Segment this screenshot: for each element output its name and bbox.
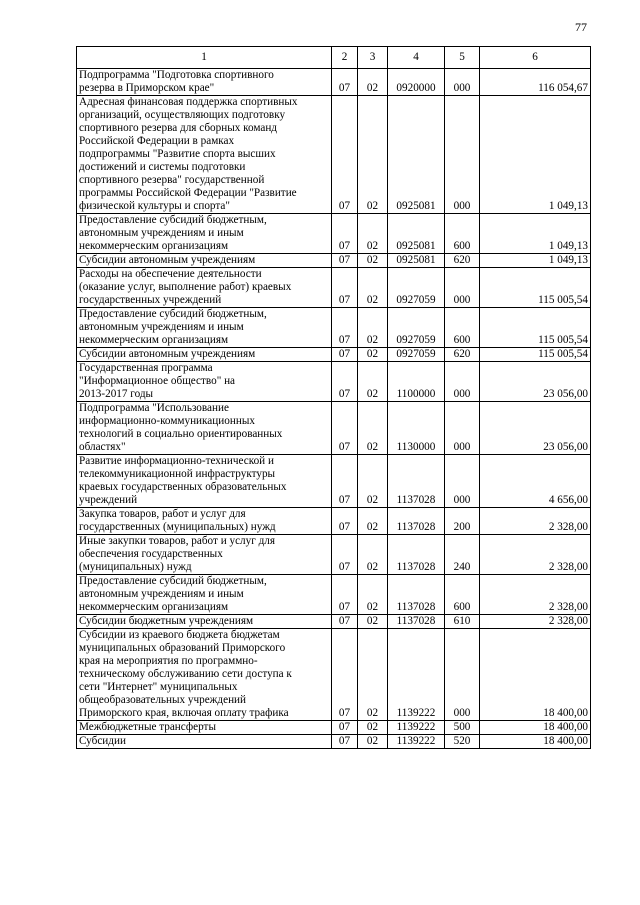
row-name-line: Расходы на обеспечение деятельности	[79, 268, 262, 280]
target-item-code-cell: 0925081	[388, 96, 445, 214]
section-code-cell: 07	[332, 615, 358, 629]
table-row	[77, 615, 591, 629]
subsection-code-cell: 02	[358, 735, 388, 749]
section-code-cell: 07	[332, 254, 358, 268]
row-name-line: Субсидии	[79, 735, 126, 747]
expense-type-code-cell: 610	[445, 615, 480, 629]
table-row	[77, 455, 591, 508]
target-item-code-cell: 1137028	[388, 615, 445, 629]
expense-type-code-cell: 620	[445, 254, 480, 268]
target-item-code-cell: 1137028	[388, 508, 445, 535]
section-code-cell: 07	[332, 735, 358, 749]
expense-type-code-cell: 000	[445, 69, 480, 96]
amount-cell: 115 005,54	[480, 268, 591, 308]
row-name-line: телекоммуникационной инфраструктуры	[79, 468, 276, 480]
expense-type-code-cell: 600	[445, 308, 480, 348]
row-name-line: программы Российской Федерации "Развитие	[79, 187, 297, 199]
subsection-code-cell: 02	[358, 96, 388, 214]
row-name-line: достижений и системы подготовки	[79, 161, 246, 173]
row-name-line: Подпрограмма "Использование	[79, 402, 229, 414]
row-name-line: сети "Интернет" муниципальных	[79, 681, 238, 693]
row-name-line: Российской Федерации в рамках	[79, 135, 235, 147]
subsection-code-cell: 02	[358, 214, 388, 254]
row-name-line: Иные закупки товаров, работ и услуг для	[79, 535, 276, 547]
row-name-line: Субсидии бюджетным учреждениям	[79, 615, 254, 627]
row-name-cell	[77, 254, 332, 268]
subsection-code-cell: 02	[358, 575, 388, 615]
row-name-line: физической культуры и спорта"	[79, 200, 230, 212]
section-code-cell: 07	[332, 69, 358, 96]
section-code-cell: 07	[332, 348, 358, 362]
subsection-code-cell: 02	[358, 362, 388, 402]
row-name-cell	[77, 455, 332, 508]
expense-type-code-cell: 620	[445, 348, 480, 362]
subsection-code-cell: 02	[358, 402, 388, 455]
subsection-code-cell: 02	[358, 348, 388, 362]
row-name-line: муниципальных образований Приморского	[79, 642, 286, 654]
row-name-line: автономным учреждениям и иным	[79, 321, 244, 333]
expense-type-code-cell: 240	[445, 535, 480, 575]
row-name-cell	[77, 615, 332, 629]
target-item-code-cell: 1137028	[388, 535, 445, 575]
row-name-line: Межбюджетные трансферты	[79, 721, 216, 733]
row-name-line: края на мероприятия по программно-	[79, 655, 258, 667]
table-row	[77, 96, 591, 214]
expense-type-code-cell: 520	[445, 735, 480, 749]
table-row	[77, 214, 591, 254]
amount-cell: 2 328,00	[480, 615, 591, 629]
row-name-cell	[77, 629, 332, 721]
row-name-line: автономным учреждениям и иным	[79, 227, 244, 239]
row-name-line: государственных (муниципальных) нужд	[79, 521, 276, 533]
budget-table	[76, 46, 591, 749]
amount-cell: 18 400,00	[480, 721, 591, 735]
table-row	[77, 308, 591, 348]
target-item-code-cell: 0927059	[388, 268, 445, 308]
target-item-code-cell: 0925081	[388, 254, 445, 268]
expense-type-code-cell: 000	[445, 402, 480, 455]
row-name-cell	[77, 308, 332, 348]
section-code-cell: 07	[332, 508, 358, 535]
row-name-line: подпрограммы "Развитие спорта высших	[79, 148, 276, 160]
row-name-line: Закупка товаров, работ и услуг для	[79, 508, 246, 520]
amount-cell: 18 400,00	[480, 735, 591, 749]
section-code-cell: 07	[332, 575, 358, 615]
amount-cell: 2 328,00	[480, 508, 591, 535]
row-name-cell	[77, 362, 332, 402]
expense-type-code-cell: 500	[445, 721, 480, 735]
page-number: 77	[575, 20, 587, 34]
target-item-code-cell: 1137028	[388, 455, 445, 508]
column-header: 2	[332, 47, 358, 69]
target-item-code-cell: 0927059	[388, 308, 445, 348]
subsection-code-cell: 02	[358, 268, 388, 308]
section-code-cell: 07	[332, 268, 358, 308]
section-code-cell: 07	[332, 721, 358, 735]
amount-cell: 23 056,00	[480, 362, 591, 402]
row-name-cell	[77, 268, 332, 308]
subsection-code-cell: 02	[358, 629, 388, 721]
table-row	[77, 348, 591, 362]
row-name-line: (муниципальных) нужд	[79, 561, 192, 573]
row-name-cell	[77, 735, 332, 749]
target-item-code-cell: 1100000	[388, 362, 445, 402]
table-row	[77, 721, 591, 735]
row-name-line: Предоставление субсидий бюджетным,	[79, 575, 267, 587]
row-name-cell	[77, 348, 332, 362]
section-code-cell: 07	[332, 308, 358, 348]
subsection-code-cell: 02	[358, 508, 388, 535]
column-header: 5	[445, 47, 480, 69]
row-name-line: техническому обслуживанию сети доступа к	[79, 668, 292, 680]
subsection-code-cell: 02	[358, 254, 388, 268]
row-name-line: технологий в социально ориентированных	[79, 428, 283, 440]
row-name-cell	[77, 69, 332, 96]
amount-cell: 2 328,00	[480, 575, 591, 615]
row-name-line: областях"	[79, 441, 126, 453]
row-name-cell	[77, 535, 332, 575]
target-item-code-cell: 1130000	[388, 402, 445, 455]
expense-type-code-cell: 000	[445, 268, 480, 308]
row-name-line: некоммерческим организациям	[79, 601, 229, 613]
row-name-line: резерва в Приморском крае"	[79, 82, 215, 94]
column-header: 6	[480, 47, 591, 69]
amount-cell: 23 056,00	[480, 402, 591, 455]
row-name-line: Предоставление субсидий бюджетным,	[79, 308, 267, 320]
column-header: 4	[388, 47, 445, 69]
section-code-cell: 07	[332, 535, 358, 575]
table-row	[77, 69, 591, 96]
row-name-line: Адресная финансовая поддержка спортивных	[79, 96, 298, 108]
expense-type-code-cell: 600	[445, 214, 480, 254]
row-name-cell	[77, 508, 332, 535]
target-item-code-cell: 0920000	[388, 69, 445, 96]
expense-type-code-cell: 200	[445, 508, 480, 535]
expense-type-code-cell: 600	[445, 575, 480, 615]
row-name-line: учреждений	[79, 494, 138, 506]
row-name-line: (оказание услуг, выполнение работ) краевых	[79, 281, 292, 293]
row-name-line: Подпрограмма "Подготовка спортивного	[79, 69, 274, 81]
amount-cell: 1 049,13	[480, 254, 591, 268]
row-name-line: организаций, осуществляющих подготовку	[79, 109, 286, 121]
amount-cell: 115 005,54	[480, 348, 591, 362]
section-code-cell: 07	[332, 96, 358, 214]
amount-cell: 116 054,67	[480, 69, 591, 96]
amount-cell: 4 656,00	[480, 455, 591, 508]
row-name-line: краевых государственных образовательных	[79, 481, 287, 493]
column-header: 1	[77, 47, 332, 69]
table-row	[77, 508, 591, 535]
subsection-code-cell: 02	[358, 69, 388, 96]
row-name-line: государственных учреждений	[79, 294, 222, 306]
amount-cell: 1 049,13	[480, 96, 591, 214]
amount-cell: 115 005,54	[480, 308, 591, 348]
row-name-line: Субсидии из краевого бюджета бюджетам	[79, 629, 280, 641]
amount-cell: 18 400,00	[480, 629, 591, 721]
target-item-code-cell: 1139222	[388, 721, 445, 735]
row-name-line: спортивного резерва" государственной	[79, 174, 265, 186]
row-name-line: Субсидии автономным учреждениям	[79, 254, 256, 266]
subsection-code-cell: 02	[358, 721, 388, 735]
row-name-line: "Информационное общество" на	[79, 375, 236, 387]
section-code-cell: 07	[332, 629, 358, 721]
table-row	[77, 575, 591, 615]
section-code-cell: 07	[332, 214, 358, 254]
table-row	[77, 268, 591, 308]
row-name-line: обеспечения государственных	[79, 548, 223, 560]
section-code-cell: 07	[332, 362, 358, 402]
row-name-cell	[77, 96, 332, 214]
table-row	[77, 629, 591, 721]
column-header: 3	[358, 47, 388, 69]
row-name-cell	[77, 721, 332, 735]
target-item-code-cell: 1139222	[388, 735, 445, 749]
expense-type-code-cell: 000	[445, 455, 480, 508]
section-code-cell: 07	[332, 455, 358, 508]
row-name-line: автономным учреждениям и иным	[79, 588, 244, 600]
table-row	[77, 362, 591, 402]
row-name-line: Развитие информационно-технической и	[79, 455, 274, 467]
row-name-line: Субсидии автономным учреждениям	[79, 348, 256, 360]
subsection-code-cell: 02	[358, 455, 388, 508]
row-name-line: Предоставление субсидий бюджетным,	[79, 214, 267, 226]
subsection-code-cell: 02	[358, 615, 388, 629]
table-row	[77, 402, 591, 455]
amount-cell: 1 049,13	[480, 214, 591, 254]
row-name-cell	[77, 402, 332, 455]
subsection-code-cell: 02	[358, 308, 388, 348]
table-body	[77, 47, 591, 749]
row-name-line: общеобразовательных учреждений	[79, 694, 247, 706]
row-name-line: информационно-коммуникационных	[79, 415, 255, 427]
row-name-line: Государственная программа	[79, 362, 213, 374]
expense-type-code-cell: 000	[445, 629, 480, 721]
table-row	[77, 535, 591, 575]
target-item-code-cell: 0925081	[388, 214, 445, 254]
table-header-row	[77, 47, 591, 69]
target-item-code-cell: 1139222	[388, 629, 445, 721]
table-row	[77, 254, 591, 268]
row-name-line: некоммерческим организациям	[79, 240, 229, 252]
expense-type-code-cell: 000	[445, 96, 480, 214]
row-name-line: спортивного резерва для сборных команд	[79, 122, 277, 134]
section-code-cell: 07	[332, 402, 358, 455]
table-row	[77, 735, 591, 749]
row-name-line: некоммерческим организациям	[79, 334, 229, 346]
subsection-code-cell: 02	[358, 535, 388, 575]
target-item-code-cell: 1137028	[388, 575, 445, 615]
expense-type-code-cell: 000	[445, 362, 480, 402]
row-name-line: Приморского края, включая оплату трафика	[79, 707, 289, 719]
row-name-cell	[77, 214, 332, 254]
row-name-line: 2013-2017 годы	[79, 388, 154, 400]
row-name-cell	[77, 575, 332, 615]
amount-cell: 2 328,00	[480, 535, 591, 575]
target-item-code-cell: 0927059	[388, 348, 445, 362]
